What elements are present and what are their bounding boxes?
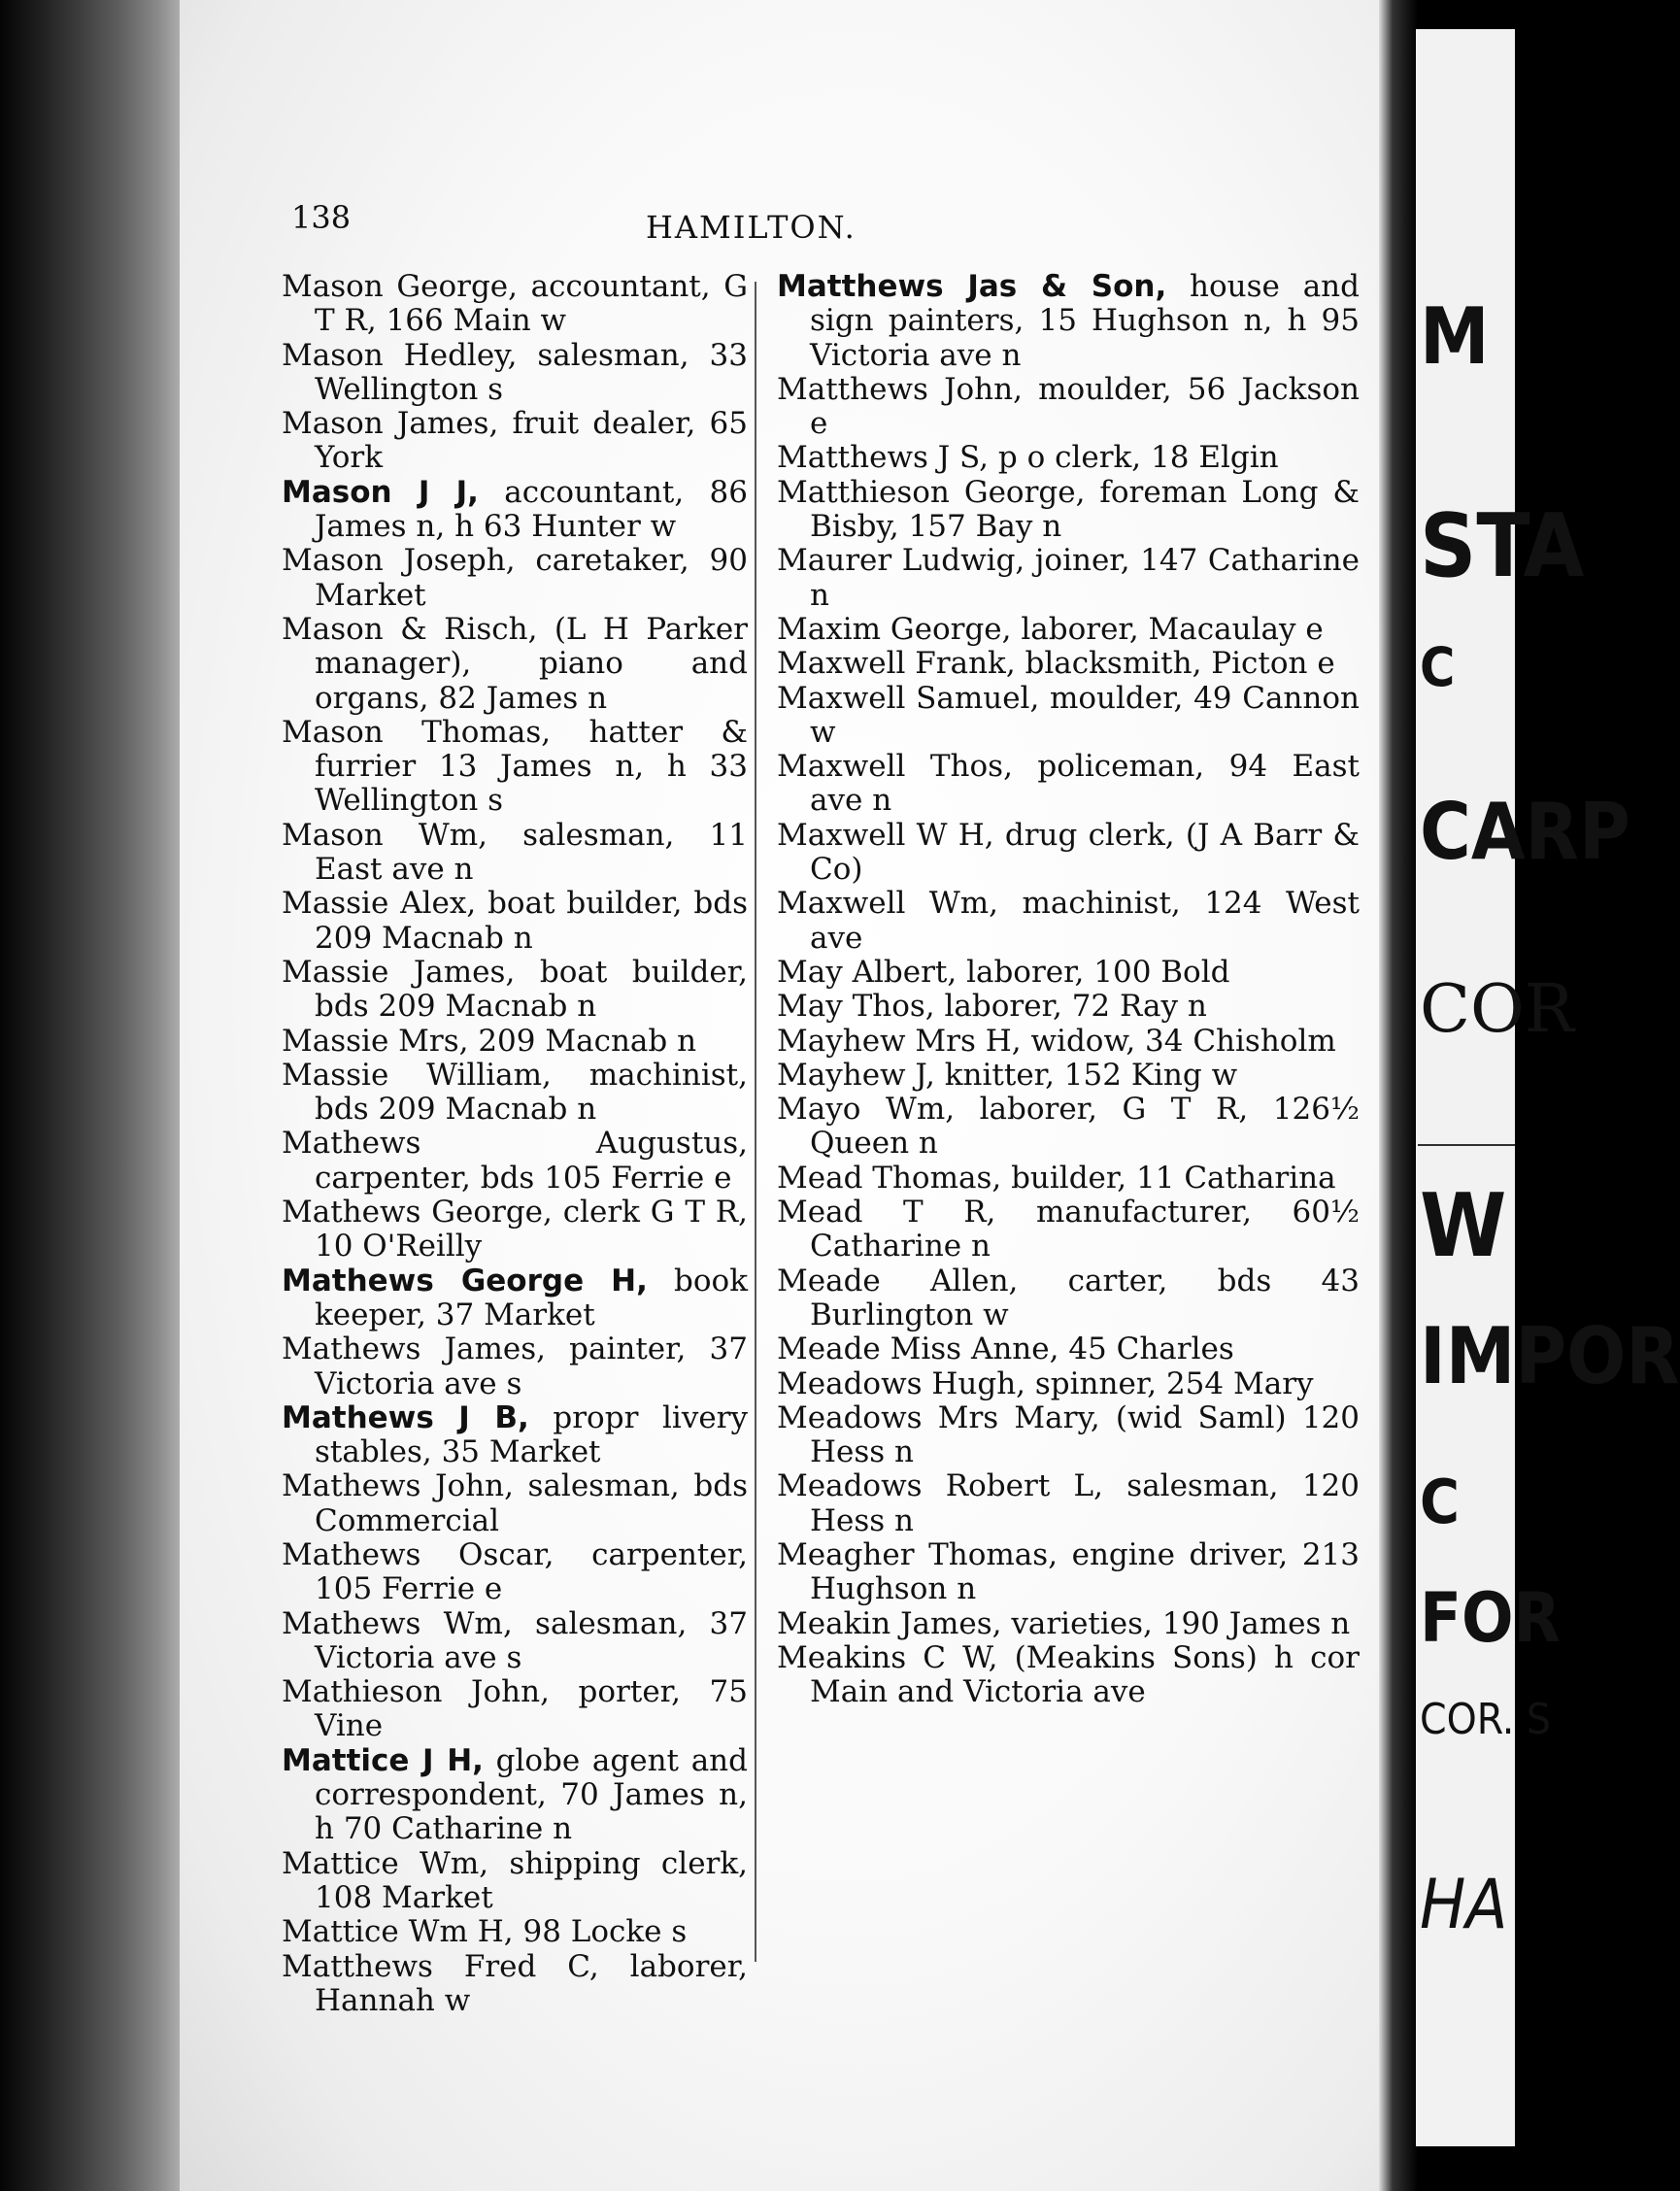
directory-entry: Maxwell Frank, blacksmith, Picton e bbox=[777, 646, 1335, 682]
directory-entry: Mathews John, salesman, bds Commercial bbox=[282, 1468, 748, 1538]
ad-fragment: IMPOR bbox=[1420, 1311, 1680, 1401]
directory-entry: Matthieson George, foreman Long & Bisby, 157 Bay n bbox=[777, 474, 1360, 545]
directory-entry: Mason Wm, salesman, 11 East ave n bbox=[282, 817, 748, 888]
directory-entry: Massie Alex, boat builder, bds 209 Macnab n bbox=[282, 886, 748, 956]
directory-entry: Meadows Hugh, spinner, 254 Mary bbox=[777, 1365, 1314, 1401]
entry-details: book keeper, 37 Market bbox=[315, 1263, 748, 1332]
ad-fragment: STA bbox=[1420, 495, 1585, 597]
directory-entry: Mayhew Mrs H, widow, 34 Chisholm bbox=[777, 1023, 1336, 1059]
directory-entry: Mathews George, clerk G T R, 10 O'Reilly bbox=[282, 1195, 748, 1264]
directory-entry: Mason George, accountant, G T R, 166 Main w bbox=[282, 269, 748, 339]
directory-entry: Mathieson John, porter, 75 Vine bbox=[282, 1674, 748, 1744]
directory-entry: May Thos, laborer, 72 Ray n bbox=[777, 989, 1207, 1025]
directory-entry: Mayhew J, knitter, 152 King w bbox=[777, 1057, 1238, 1093]
left-column bbox=[282, 270, 748, 2018]
directory-entry: Meadows Robert L, salesman, 120 Hess n bbox=[777, 1468, 1360, 1538]
entry-name-bold: Mattice J H, bbox=[282, 1742, 484, 1778]
directory-entry: Matthews J S, p o clerk, 18 Elgin bbox=[777, 440, 1279, 476]
entry-details: globe agent and correspondent, 70 James n, h 70 Catharine n bbox=[315, 1742, 748, 1847]
entry-name-bold: Mathews George H, bbox=[282, 1263, 648, 1298]
entry-details: propr livery stables, 35 Market bbox=[315, 1399, 749, 1470]
ad-fragment: CARP bbox=[1420, 787, 1630, 877]
ad-fragment: C bbox=[1420, 1466, 1460, 1537]
directory-entry: Mason Hedley, salesman, 33 Wellington s bbox=[282, 337, 748, 407]
directory-entry: Mason Thomas, hatter & furrier 13 James n, h 33 Wellington s bbox=[282, 714, 748, 819]
directory-entry: Mayo Wm, laborer, G T R, 126½ Queen n bbox=[777, 1092, 1360, 1162]
directory-entry: Maxwell W H, drug clerk, (J A Barr & Co) bbox=[777, 817, 1360, 888]
directory-entry: Meade Miss Anne, 45 Charles bbox=[777, 1331, 1234, 1367]
ad-fragment: COR bbox=[1420, 971, 1574, 1048]
directory-entry: Mathews James, painter, 37 Victoria ave s bbox=[282, 1331, 748, 1401]
book-binding bbox=[0, 0, 194, 2191]
entry-details: accountant, 86 James n, h 63 Hunter w bbox=[315, 474, 748, 545]
right-column bbox=[777, 270, 1360, 1709]
directory-entry bbox=[282, 1401, 748, 1470]
ad-fragment: W bbox=[1420, 1175, 1507, 1277]
directory-entry bbox=[282, 476, 748, 545]
directory-entry: Mason Joseph, caretaker, 90 Market bbox=[282, 543, 748, 613]
directory-entry: Matthews John, moulder, 56 Jackson e bbox=[777, 371, 1360, 442]
directory-entry: Mead Thomas, builder, 11 Catharina bbox=[777, 1160, 1336, 1196]
directory-entry bbox=[777, 270, 1360, 373]
directory-entry: Mathews Oscar, carpenter, 105 Ferrie e bbox=[282, 1536, 748, 1607]
column-divider bbox=[755, 282, 756, 1962]
directory-entry: Mattice Wm, shipping clerk, 108 Market bbox=[282, 1845, 748, 1915]
directory-entry: Meakin James, varieties, 190 James n bbox=[777, 1605, 1351, 1641]
directory-entry: Maxwell Thos, policeman, 94 East ave n bbox=[777, 749, 1360, 819]
directory-entry: Meade Allen, carter, bds 43 Burlington w bbox=[777, 1263, 1360, 1332]
directory-entry: Massie James, boat builder, bds 209 Macnab n bbox=[282, 954, 748, 1025]
directory-entry: Maxwell Wm, machinist, 124 West ave bbox=[777, 886, 1360, 956]
page-gutter bbox=[1379, 0, 1418, 2191]
directory-entry: Meagher Thomas, engine driver, 213 Hughson n bbox=[777, 1536, 1360, 1607]
ad-fragment: C bbox=[1420, 636, 1456, 698]
directory-entry: Meakins C W, (Meakins Sons) h cor Main and Victoria ave bbox=[777, 1639, 1360, 1710]
directory-entry: Mattice Wm H, 98 Locke s bbox=[282, 1914, 688, 1950]
directory-entry: Matthews Fred C, laborer, Hannah w bbox=[282, 1948, 748, 2018]
directory-entry: May Albert, laborer, 100 Bold bbox=[777, 954, 1230, 990]
directory-entry: Maurer Ludwig, joiner, 147 Catharine n bbox=[777, 543, 1360, 613]
entry-name-bold: Mathews J B, bbox=[282, 1399, 529, 1435]
entry-name-bold: Matthews Jas & Son, bbox=[777, 269, 1167, 304]
directory-entry: Massie Mrs, 209 Macnab n bbox=[282, 1023, 697, 1059]
directory-entry: Massie William, machinist, bds 209 Macnab n bbox=[282, 1057, 748, 1128]
directory-entry: Mathews Wm, salesman, 37 Victoria ave s bbox=[282, 1605, 748, 1675]
directory-entry: Mead T R, manufacturer, 60½ Catharine n bbox=[777, 1195, 1360, 1264]
ad-divider bbox=[1418, 1144, 1515, 1146]
directory-entry bbox=[282, 1744, 748, 1847]
directory-entry: Mason & Risch, (L H Parker manager), piano and organs, 82 James n bbox=[282, 611, 748, 716]
directory-entry: Meadows Mrs Mary, (wid Saml) 120 Hess n bbox=[777, 1399, 1360, 1470]
directory-entry: Maxim George, laborer, Macaulay e bbox=[777, 611, 1324, 647]
page-number: 138 bbox=[291, 199, 352, 236]
entry-details: house and sign painters, 15 Hughson n, h 95 Victoria ave n bbox=[810, 269, 1360, 373]
directory-entry: Maxwell Samuel, moulder, 49 Cannon w bbox=[777, 680, 1360, 750]
directory-entry bbox=[282, 1264, 748, 1333]
running-head: HAMILTON. bbox=[646, 209, 857, 246]
ad-fragment: HA bbox=[1420, 1865, 1508, 1944]
entry-name-bold: Mason J J, bbox=[282, 474, 479, 510]
directory-entry: Mathews Augustus, carpenter, bds 105 Ferrie e bbox=[282, 1126, 748, 1196]
directory-entry: Mason James, fruit dealer, 65 York bbox=[282, 406, 748, 476]
ad-fragment: COR. S bbox=[1420, 1695, 1552, 1744]
ad-fragment: FOR bbox=[1420, 1578, 1562, 1658]
ad-fragment: M bbox=[1420, 291, 1490, 382]
